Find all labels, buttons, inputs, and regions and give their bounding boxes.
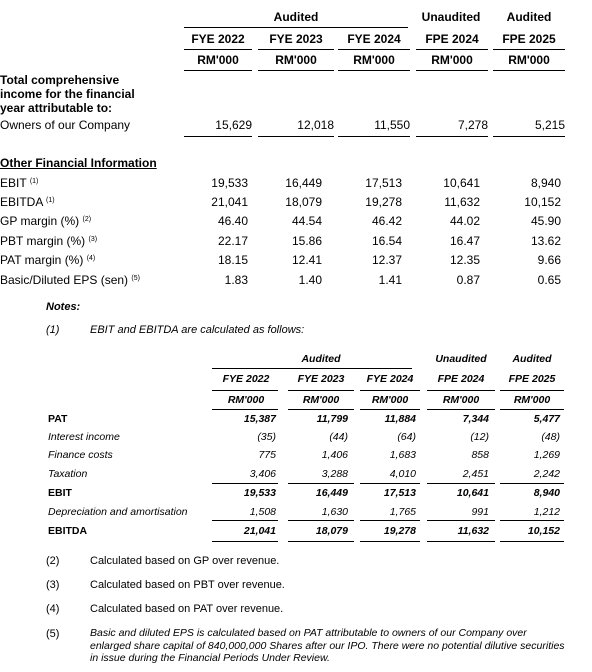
sub-cell-value: (44) <box>329 431 348 443</box>
cell-value: 0.65 <box>537 273 561 287</box>
sub-header-divider <box>427 390 495 391</box>
total-double-line <box>212 541 278 542</box>
sub-cell-value: 1,269 <box>533 449 560 461</box>
subtotal-divider <box>360 483 420 484</box>
total-divider <box>258 136 334 137</box>
row-label: PAT margin (%) $^{(4)}$ <box>0 253 96 267</box>
section-title-other-financial: Other Financial Information <box>0 156 157 170</box>
row-label: PBT margin (%) $^{(3)}$ <box>0 234 98 248</box>
sub-header-divider <box>500 409 564 410</box>
cell-value: 44.02 <box>449 214 480 228</box>
total-divider <box>416 136 488 137</box>
cell-value: 46.42 <box>371 214 402 228</box>
sub-cell-value: 21,041 <box>243 525 276 537</box>
cell-value: 18,079 <box>285 195 322 209</box>
sub-row-label: Finance costs <box>48 449 113 461</box>
cell-value: 13.62 <box>530 234 561 248</box>
sub-cell-value: 5,477 <box>533 413 560 425</box>
cell-value: 9.66 <box>537 253 561 267</box>
cell-value: 21,041 <box>211 195 248 209</box>
header-divider <box>416 49 488 50</box>
cell-value: 44.54 <box>291 214 322 228</box>
note-number: (3) <box>46 579 60 591</box>
note-number: (1) <box>46 324 60 336</box>
total-divider <box>184 136 252 137</box>
column-header: FYE 2022 <box>191 32 245 46</box>
sub-cell-value: (12) <box>470 431 489 443</box>
sub-cell-value: 11,799 <box>316 413 348 425</box>
sub-header-divider <box>360 390 420 391</box>
subtotal-divider <box>500 483 564 484</box>
sub-header-divider <box>288 409 354 410</box>
section-title-comprehensive-income: Total comprehensive income for the financial year attributable to: <box>0 73 135 115</box>
row-label: GP margin (%) $^{(2)}$ <box>0 214 92 228</box>
sub-row-label: PAT <box>48 413 68 425</box>
owners-value: 5,215 <box>534 118 565 132</box>
unit-label: RM'000 <box>431 53 473 67</box>
sub-group-header-audited: Audited <box>301 353 341 365</box>
owners-value: 7,278 <box>457 118 488 132</box>
note-text: Calculated based on PAT over revenue. <box>90 603 284 615</box>
sub-cell-value: 10,152 <box>527 525 560 537</box>
header-divider <box>416 70 488 71</box>
sub-cell-value: 1,683 <box>389 449 416 461</box>
sub-column-header: FYE 2024 <box>366 373 414 385</box>
sub-cell-value: 8,940 <box>533 487 560 499</box>
sub-cell-value: 858 <box>471 449 489 461</box>
sub-row-label: EBITDA <box>48 525 88 537</box>
cell-value: 10,641 <box>443 176 480 190</box>
cell-value: 18.15 <box>217 253 248 267</box>
note-number: (2) <box>46 555 60 567</box>
cell-value: 19,278 <box>365 195 402 209</box>
total-divider <box>427 520 495 521</box>
header-divider <box>258 49 334 50</box>
header-divider <box>184 27 408 28</box>
sub-group-header-unaudited: Unaudited <box>435 353 487 365</box>
header-divider <box>338 70 410 71</box>
header-divider <box>258 70 334 71</box>
sub-cell-value: (64) <box>397 431 416 443</box>
total-double-line <box>427 541 495 542</box>
sub-cell-value: 15,387 <box>243 413 276 425</box>
sub-header-divider <box>288 390 354 391</box>
cell-value: 1.41 <box>378 273 402 287</box>
sub-unit-label: RM'000 <box>302 394 340 406</box>
sub-unit-label: RM'000 <box>442 394 480 406</box>
column-header: FYE 2024 <box>347 32 401 46</box>
total-divider <box>500 520 564 521</box>
sub-row-label: EBIT <box>48 487 72 499</box>
note-number: (5) <box>46 628 60 640</box>
sub-header-divider <box>427 409 495 410</box>
sub-header-divider <box>212 409 278 410</box>
sub-group-header-audited-right: Audited <box>512 353 552 365</box>
owners-value: 15,629 <box>215 118 252 132</box>
subtotal-divider <box>427 483 495 484</box>
sub-cell-value: 7,344 <box>462 413 489 425</box>
total-divider <box>288 520 354 521</box>
sub-cell-value: (48) <box>541 431 560 443</box>
header-divider <box>338 49 410 50</box>
header-divider <box>184 49 252 50</box>
group-header-unaudited: Unaudited <box>421 10 481 24</box>
sub-cell-value: 3,288 <box>321 468 348 480</box>
total-double-line <box>360 541 420 542</box>
notes-title: Notes: <box>46 301 81 313</box>
header-divider <box>493 70 565 71</box>
total-divider <box>338 136 410 137</box>
note-text: Calculated based on GP over revenue. <box>90 555 280 567</box>
cell-value: 8,940 <box>530 176 561 190</box>
sub-cell-value: 18,079 <box>315 525 348 537</box>
cell-value: 16.54 <box>371 234 402 248</box>
cell-value: 12.35 <box>449 253 480 267</box>
sub-cell-value: 2,451 <box>462 468 489 480</box>
sub-cell-value: (35) <box>257 431 276 443</box>
cell-value: 15.86 <box>291 234 322 248</box>
cell-value: 12.41 <box>291 253 322 267</box>
subtotal-divider <box>288 483 354 484</box>
note-text: EBIT and EBITDA are calculated as follows: <box>90 324 305 336</box>
total-double-line <box>500 541 564 542</box>
group-header-audited-right: Audited <box>506 10 552 24</box>
cell-value: 1.83 <box>224 273 248 287</box>
subtotal-divider <box>212 483 278 484</box>
sub-unit-label: RM'000 <box>227 394 265 406</box>
sub-cell-value: 4,010 <box>389 468 416 480</box>
sub-cell-value: 991 <box>471 506 489 518</box>
sub-cell-value: 775 <box>258 449 276 461</box>
cell-value: 45.90 <box>530 214 561 228</box>
cell-value: 19,533 <box>211 176 248 190</box>
cell-value: 1.40 <box>298 273 322 287</box>
total-divider <box>212 520 278 521</box>
cell-value: 12.37 <box>371 253 402 267</box>
unit-label: RM'000 <box>275 53 317 67</box>
total-double-line <box>288 541 354 542</box>
sub-header-divider <box>360 409 420 410</box>
sub-column-header: FYE 2022 <box>222 373 270 385</box>
cell-value: 17,513 <box>365 176 402 190</box>
sub-column-header: FPE 2025 <box>508 373 556 385</box>
unit-label: RM'000 <box>353 53 395 67</box>
sub-row-label: Taxation <box>48 468 88 480</box>
sub-cell-value: 11,632 <box>457 525 489 537</box>
sub-cell-value: 17,513 <box>383 487 416 499</box>
sub-cell-value: 1,508 <box>249 506 276 518</box>
note-number: (4) <box>46 603 60 615</box>
sub-cell-value: 1,630 <box>321 506 348 518</box>
row-label: Basic/Diluted EPS (sen) $^{(5)}$ <box>0 273 140 287</box>
group-header-audited: Audited <box>273 10 319 24</box>
sub-column-header: FYE 2023 <box>297 373 345 385</box>
sub-cell-value: 16,449 <box>315 487 348 499</box>
cell-value: 10,152 <box>524 195 561 209</box>
note-text: Basic and diluted EPS is calculated based on PAT attributable to owners of our Company over enlarged share capital of 840,000,000 Shares after our IPO. There were no potential dilutive securities in issue during the Financial Periods Under Review. <box>90 627 565 664</box>
cell-value: 0.87 <box>456 273 480 287</box>
sub-cell-value: 1,212 <box>533 506 560 518</box>
sub-row-label: Interest income <box>48 431 120 443</box>
unit-label: RM'000 <box>197 53 239 67</box>
sub-header-divider <box>500 390 564 391</box>
column-header: FPE 2025 <box>502 32 556 46</box>
cell-value: 16.47 <box>449 234 480 248</box>
header-divider <box>493 49 565 50</box>
sub-column-header: FPE 2024 <box>437 373 485 385</box>
cell-value: 46.40 <box>217 214 248 228</box>
cell-value: 22.17 <box>217 234 248 248</box>
owners-value: 11,550 <box>374 118 410 132</box>
note-text: Calculated based on PBT over revenue. <box>90 579 285 591</box>
row-label: EBITDA $^{(1)}$ <box>0 195 55 209</box>
sub-cell-value: 10,641 <box>456 487 489 499</box>
header-divider <box>184 70 252 71</box>
unit-label: RM'000 <box>508 53 550 67</box>
owners-value: 12,018 <box>297 118 334 132</box>
total-divider <box>360 520 420 521</box>
sub-cell-value: 19,533 <box>243 487 276 499</box>
column-header: FYE 2023 <box>269 32 323 46</box>
sub-row-label: Depreciation and amortisation <box>48 506 188 518</box>
row-label: EBIT $^{(1)}$ <box>0 176 39 190</box>
sub-header-divider <box>212 368 412 369</box>
column-header: FPE 2024 <box>425 32 479 46</box>
sub-cell-value: 1,406 <box>321 449 348 461</box>
sub-unit-label: RM'000 <box>513 394 551 406</box>
sub-cell-value: 19,278 <box>383 525 416 537</box>
sub-unit-label: RM'000 <box>371 394 409 406</box>
cell-value: 11,632 <box>444 195 480 209</box>
row-label-owners: Owners of our Company <box>0 118 131 132</box>
cell-value: 16,449 <box>285 176 322 190</box>
sub-cell-value: 11,884 <box>384 413 416 425</box>
sub-cell-value: 2,242 <box>533 468 560 480</box>
sub-header-divider <box>212 390 278 391</box>
sub-cell-value: 1,765 <box>389 506 416 518</box>
total-divider <box>493 136 565 137</box>
sub-cell-value: 3,406 <box>249 468 276 480</box>
